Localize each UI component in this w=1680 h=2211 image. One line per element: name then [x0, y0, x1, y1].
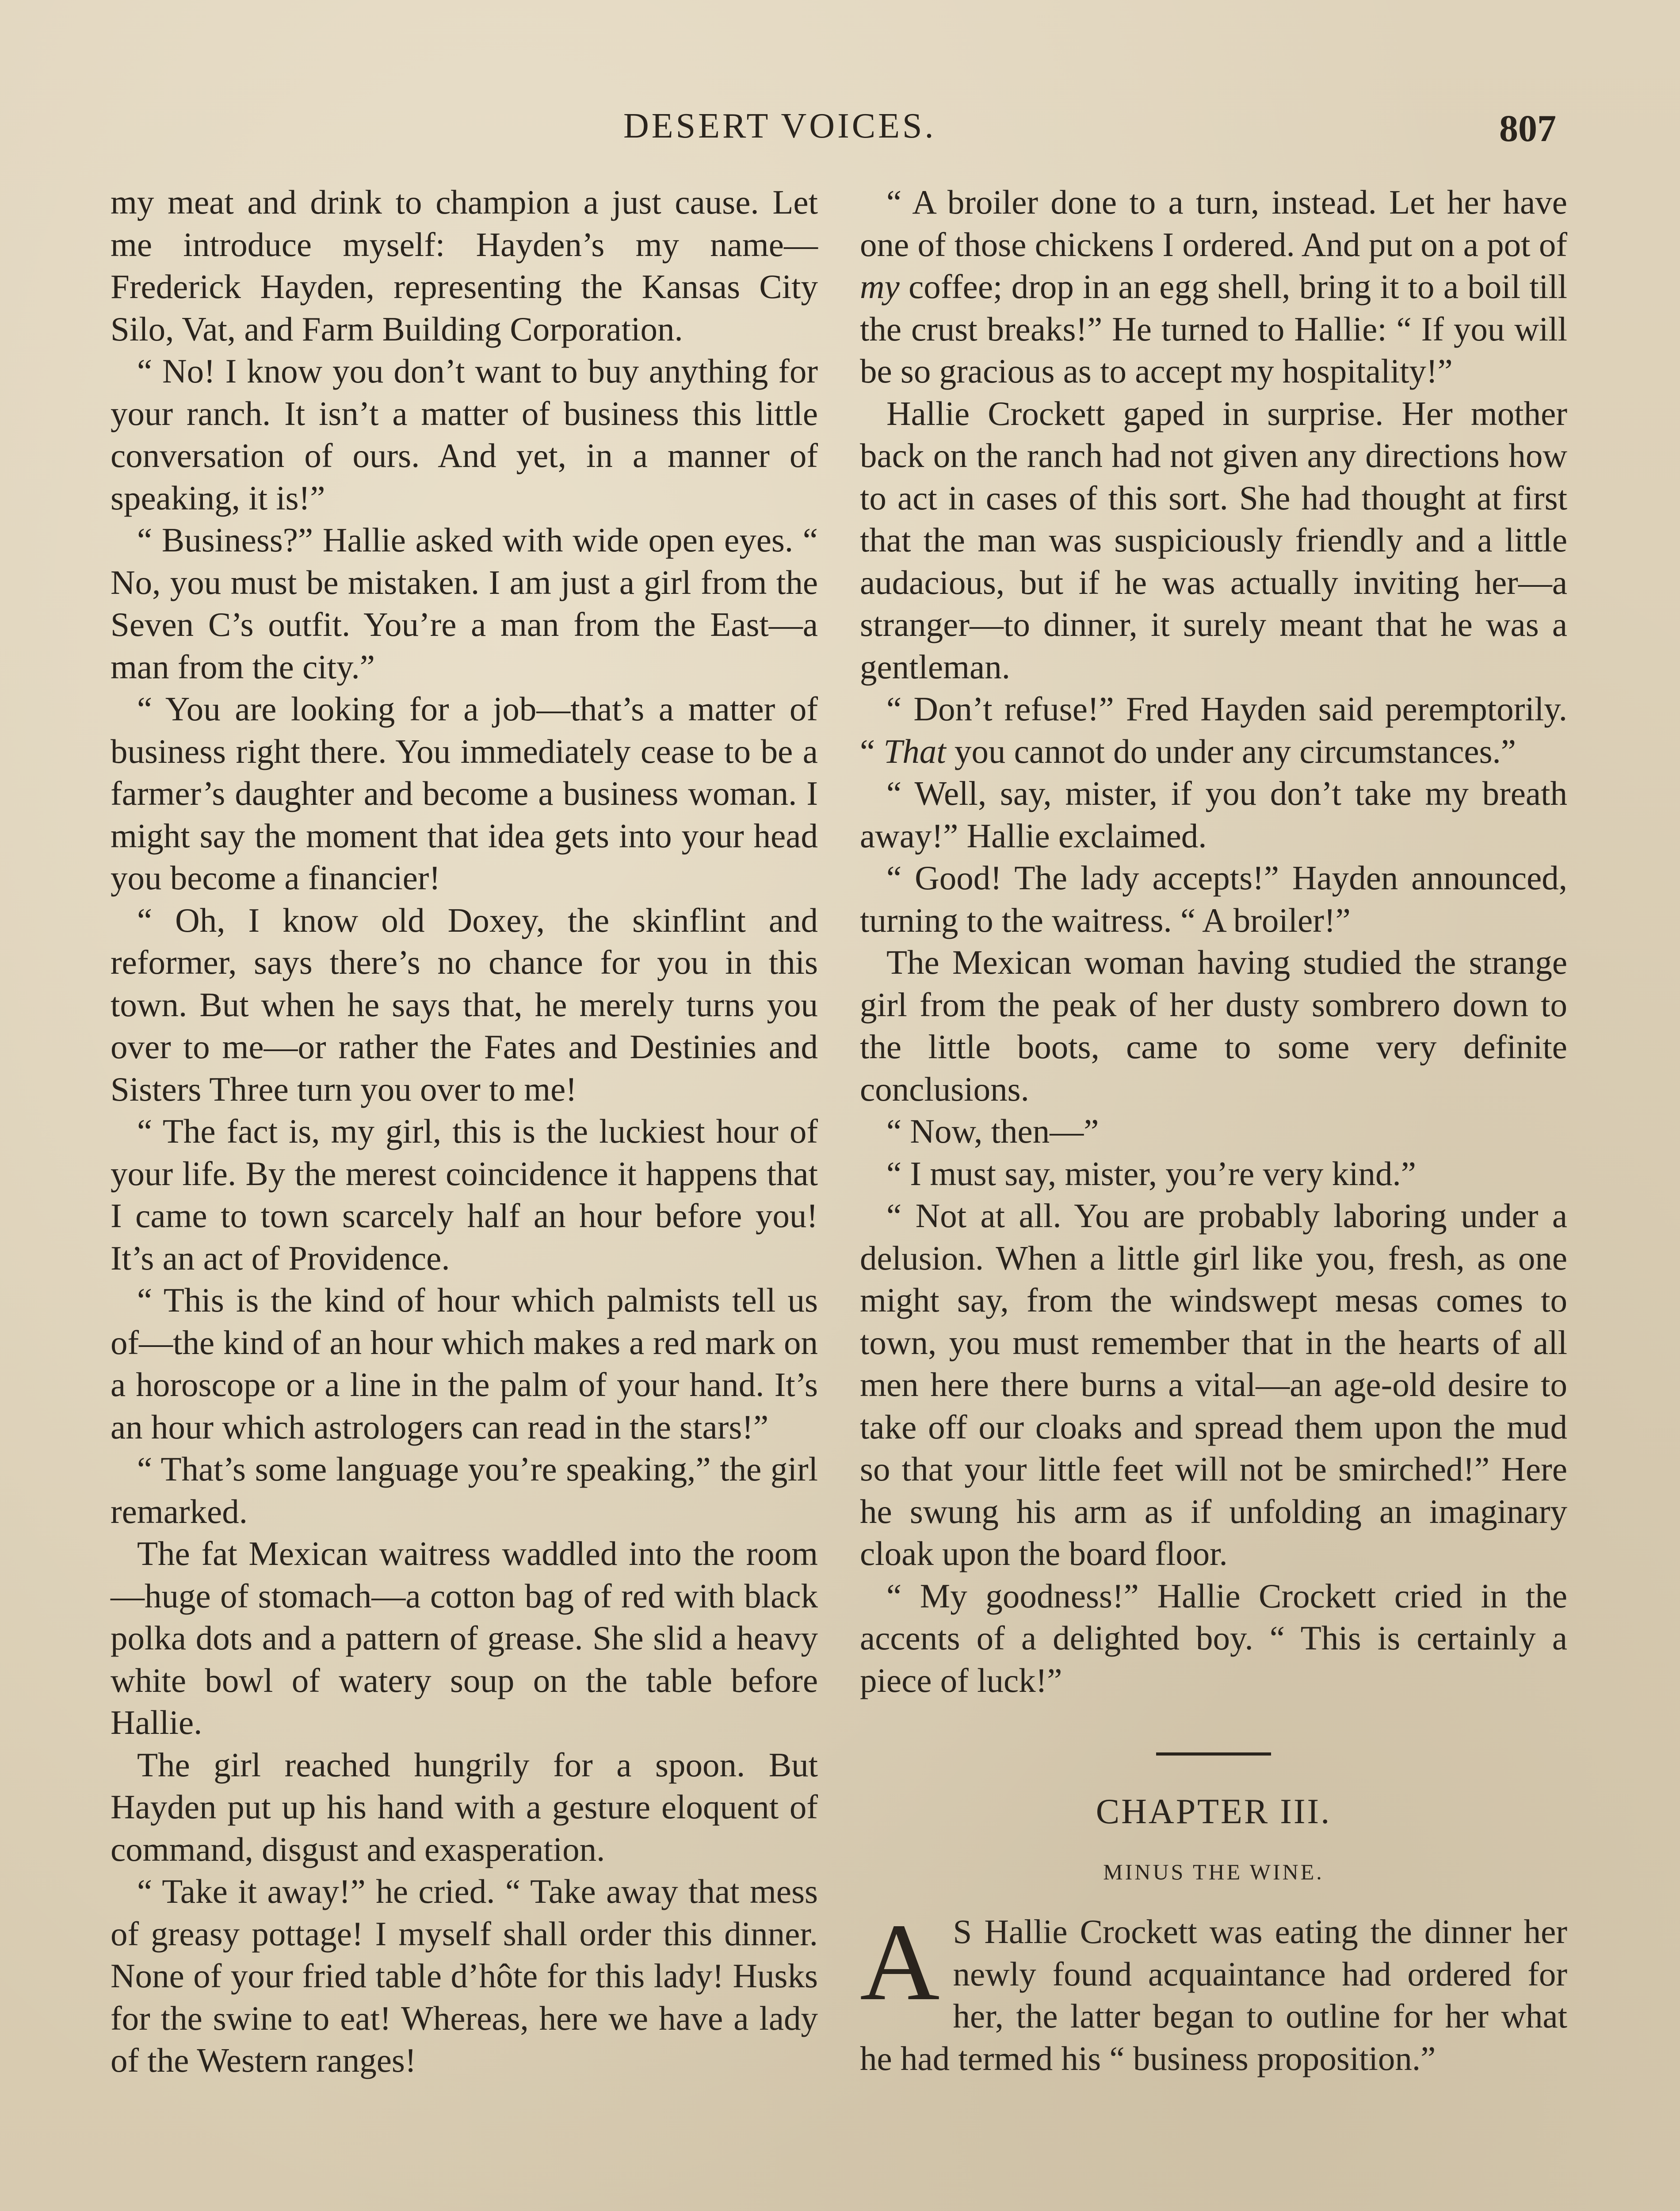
paragraph: “ Take it away!” he cried. “ Take away that mess of greasy pottage! I myself shall order this dinner. None of your fried table d’hôte for this lady! Husks for the swine to eat! Whereas, here we have a lady of the Western ranges! [111, 1872, 818, 2079]
paragraph: “ My goodness!” Hallie Crockett cried in the accents of a delighted boy. “ This is certainly a piece of luck!” [860, 1576, 1567, 1699]
paragraph: “ No! I know you don’t want to buy anything for your ranch. It isn’t a matter of business this little conversation of ours. And yet, in a manner of speaking, it is!” [111, 352, 818, 517]
paragraph: “ Oh, I know old Doxey, the skinflint and reformer, says there’s no chance for you in this town. But when he says that, he merely turns you over to me—or rather the Fates and Destinies and Sisters Three turn you over to me! [111, 901, 818, 1108]
right-column [860, 181, 1567, 2080]
page-number: 807 [1499, 107, 1556, 149]
emphasis: That [883, 732, 946, 770]
paragraph: “ You are looking for a job—that’s a matter of business right there. You immediately cease to be a farmer’s daughter and become a business woman. I might say the moment that idea gets into your head you become a financier! [111, 690, 818, 897]
paragraph: “ That’s some language you’re speaking,” the girl remarked. [111, 1450, 818, 1530]
chapter-heading: CHAPTER III. [1096, 1792, 1332, 1831]
chapter-opening-paragraph [860, 1901, 1567, 2080]
paragraph: “ Business?” Hallie asked with wide open eyes. “ No, you must be mistaken. I am just a girl from the Seven C’s outfit. You’re a man from the East—a man from the city.” [111, 521, 818, 686]
paragraph [860, 181, 1567, 393]
paragraph: “ Good! The lady accepts!” Hayden announced, turning to the waitress. “ A broiler!” [860, 859, 1567, 939]
emphasis: my [860, 268, 900, 306]
text-span: coffee; drop in an egg shell, bring it to a boil till the crust breaks!” He turned to Hallie: “ If you will be so gracious as to accept my hospitality!” [860, 268, 1567, 390]
paragraph: The girl reached hungrily for a spoon. But Hayden put up his hand with a gesture eloquent of command, disgust and exasperation. [111, 1745, 818, 1868]
paragraph: The fat Mexican waitress waddled into the room—huge of stomach—a cotton bag of red with black polka dots and a pattern of grease. She slid a heavy white bowl of watery soup on the table before Hallie. [111, 1534, 818, 1741]
running-title: DESERT VOICES. [623, 107, 936, 145]
paragraph: “ I must say, mister, you’re very kind.” [886, 1154, 1416, 1193]
section-divider [1156, 1752, 1271, 1756]
paragraph: “ This is the kind of hour which palmists tell us of—the kind of an hour which makes a red mark on a horoscope or a line in the palm of your hand. It’s an hour which astrologers can read in the stars!” [111, 1281, 818, 1446]
paragraph: “ The fact is, my girl, this is the luckiest hour of your life. By the merest coincidence it happens that I came to town scarcely half an hour before you! It’s an act of Providence. [111, 1112, 818, 1277]
drop-cap: A [860, 1901, 940, 2024]
paragraph: “ Now, then—” [886, 1112, 1099, 1150]
paragraph: The Mexican woman having studied the strange girl from the peak of her dusty sombrero down to the little boots, came to some very definite conclusions. [860, 943, 1567, 1108]
paragraph [860, 688, 1567, 773]
paragraph: Hallie Crockett gaped in surprise. Her mother back on the ranch had not given any directions how to act in cases of this sort. She had thought at first that the man was suspiciously friendly and a little audacious, but if he was actually inviting her—a stranger—to dinner, it surely meant that he was a gentleman. [860, 394, 1567, 686]
paragraph: my meat and drink to champion a just cause. Let me introduce myself: Hayden’s my name—Frederick Hayden, representing the Kansas City Silo, Vat, and Farm Building Corporation. [111, 183, 818, 348]
chapter-subtitle: MINUS THE WINE. [1103, 1859, 1324, 1884]
left-column [111, 181, 818, 2082]
text-span: “ Don’t refuse!” Fred Hayden said peremptorily. “ [860, 690, 1567, 770]
paragraph: “ Well, say, mister, if you don’t take my breath away!” Hallie exclaimed. [860, 774, 1567, 855]
text-span: S Hallie Crockett was eating the dinner her newly found acquaintance had ordered for her, the latter began to outline for her what he had termed his “ business proposition.” [860, 1913, 1567, 2077]
page-header [623, 106, 1556, 150]
text-span: “ A broiler done to a turn, instead. Let her have one of those chickens I ordered. And put on a pot of [860, 183, 1567, 264]
text-span: you cannot do under any circumstances.” [946, 732, 1516, 770]
paragraph: “ Not at all. You are probably laboring under a delusion. When a little girl like you, fresh, as one might say, from the windswept mesas comes to town, you must remember that in the hearts of all men here there burns a vital—an age-old desire to take off our cloaks and spread them upon the mud so that your little feet will not be smirched!” Here he swung his arm as if unfolding an imaginary cloak upon the board floor. [860, 1197, 1567, 1572]
